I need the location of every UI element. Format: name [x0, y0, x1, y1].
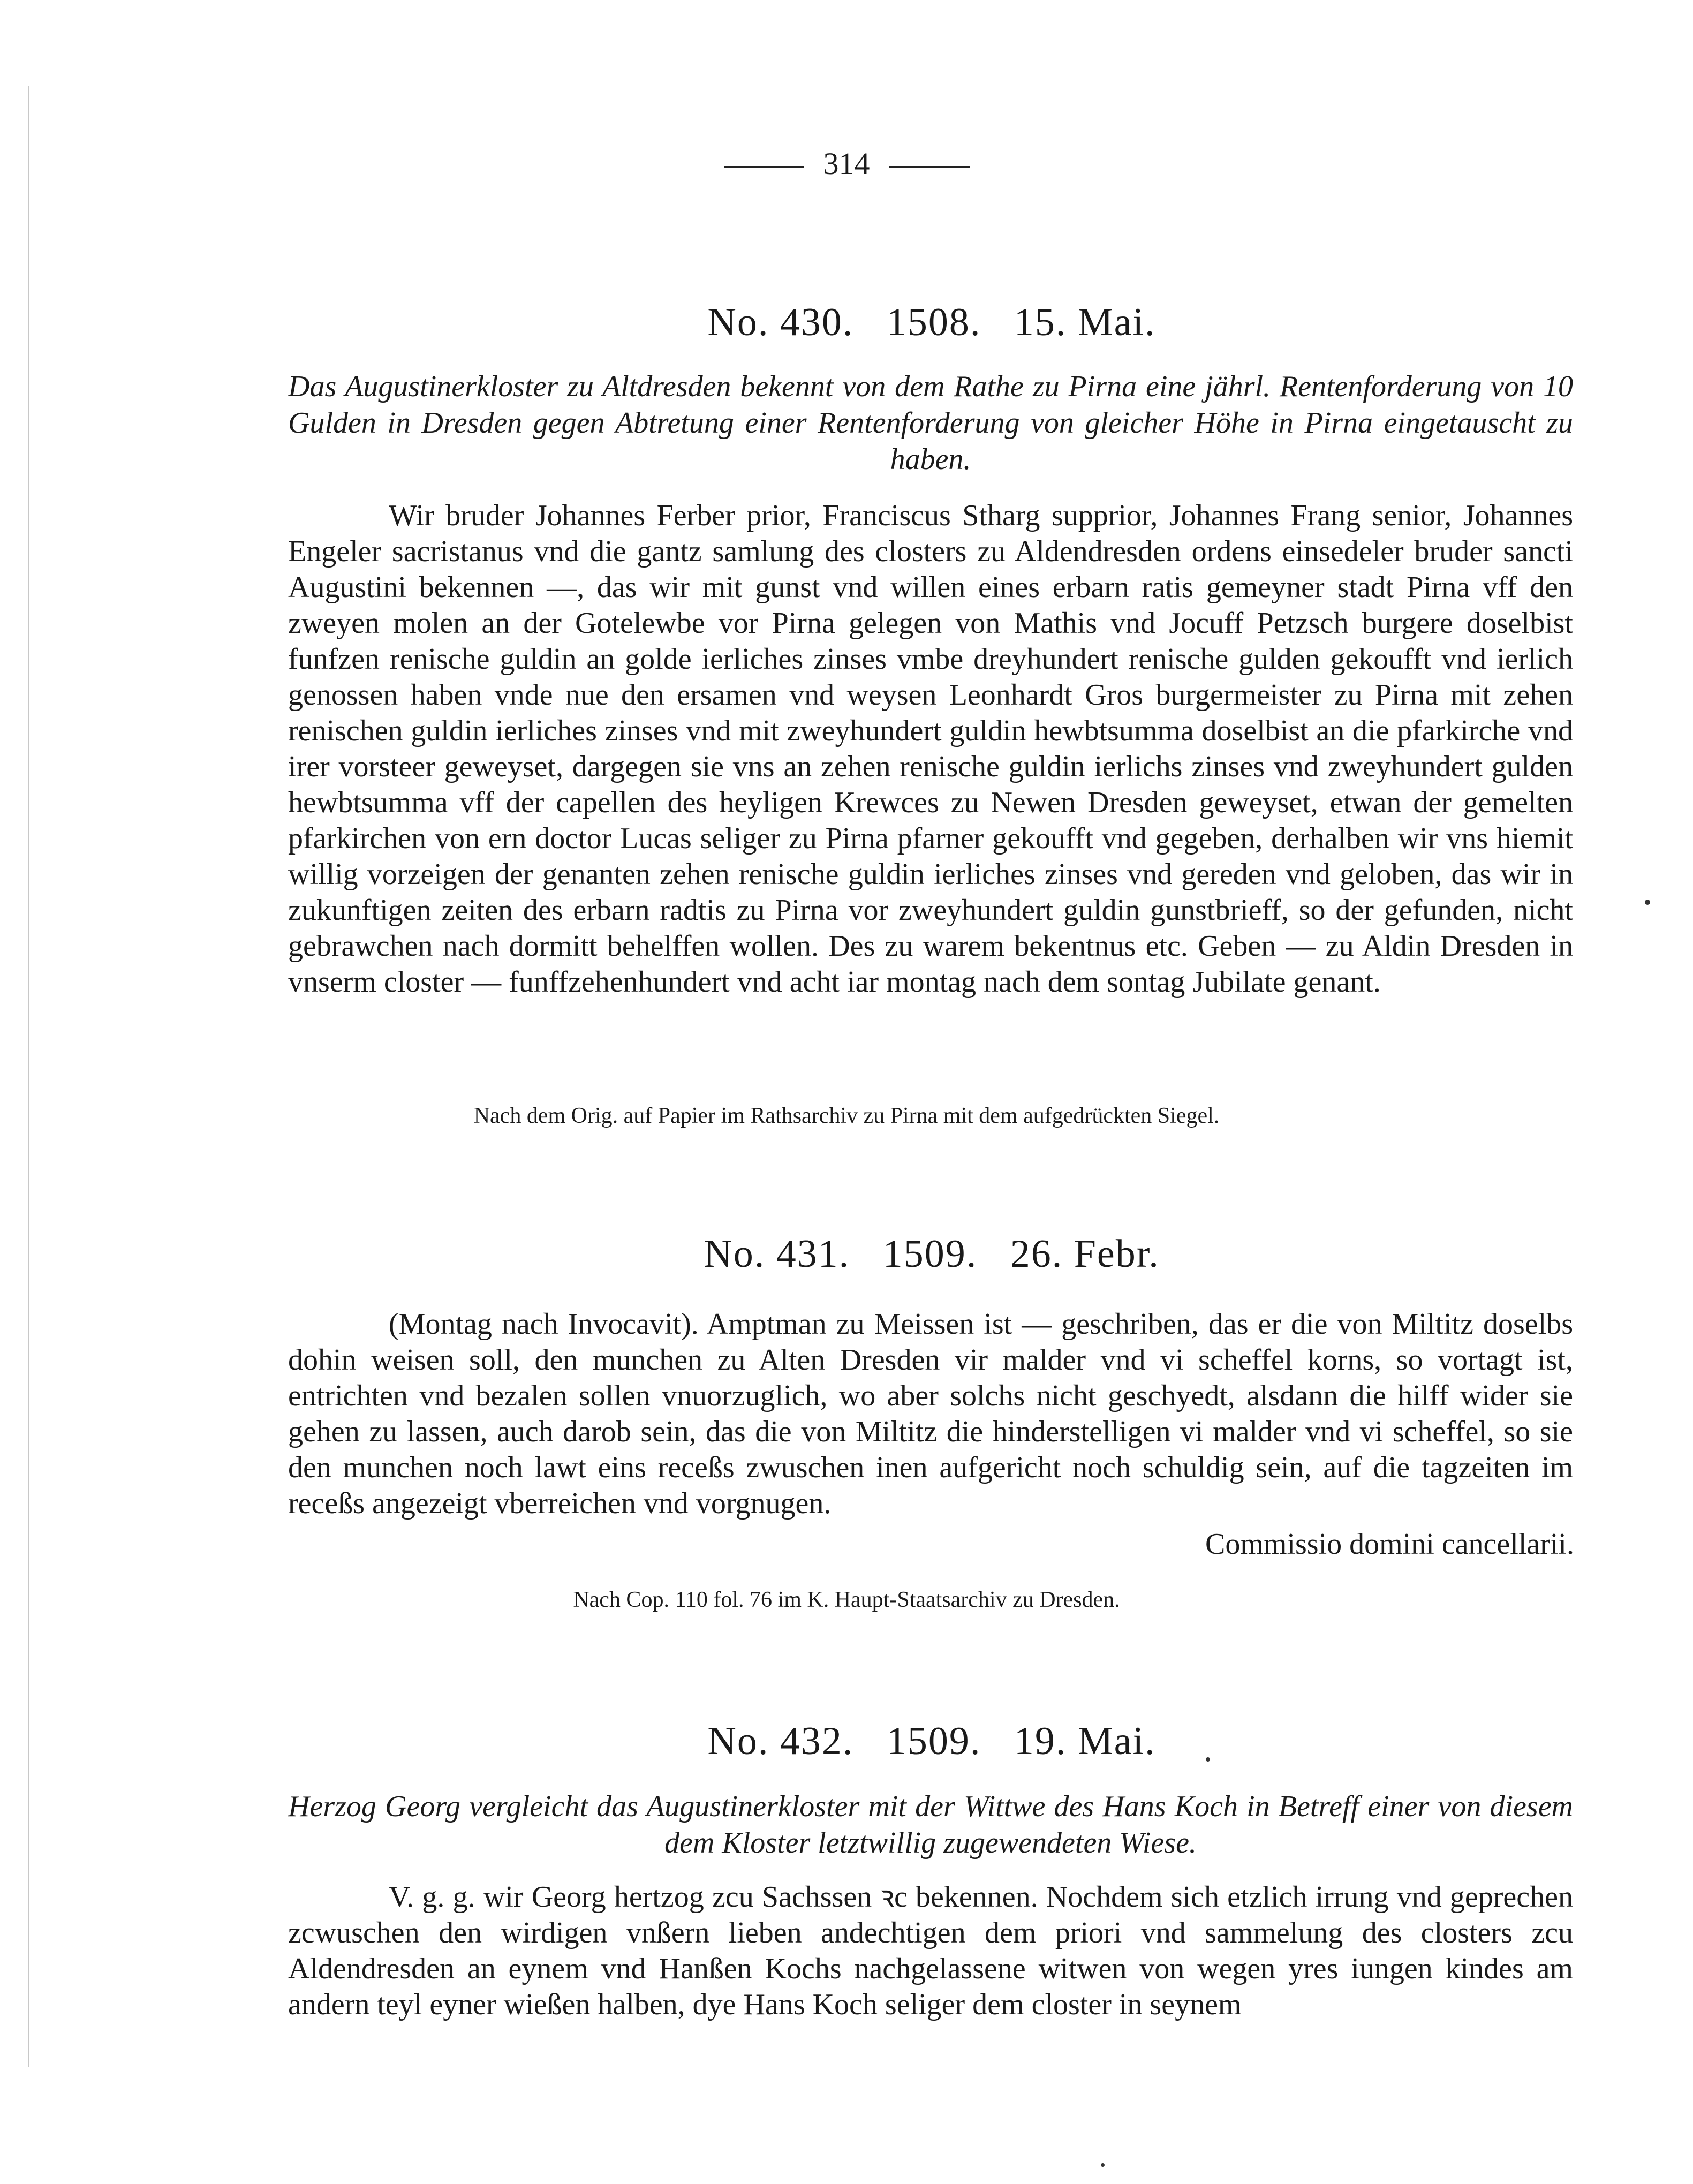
document-text-430: Wir bruder Johannes Ferber prior, Franciscus Stharg supprior, Johannes Frang senior, Johannes Engeler sacristanus vnd die gantz samlung des closters zu Aldendresden ordens einsedeler bruder sancti Augustini bekennen —, das wir mit gunst vnd willen eines erbarn ratis gemeyner stadt Pirna vff den zweyen molen an der Gotelewbe vor Pirna gelegen von Mathis vnd Jocuff Petzsch burgere doselbist funfzen renische guldin an golde ierliches zinses vmbe dreyhundert renische gulden gekoufft vnd ierlich genossen haben vnde nue den ersamen vnd weysen Leonhardt Gros burgermeister zu Pirna mit zehen renischen guldin ierliches zinses vnd mit zweyhundert guldin hewbtsumma doselbist an die pfarkirche vnd irer vorsteer geweyset, dargegen sie vns an zehen renische guldin ierlichs zinses vnd zweyhundert gulden hewbtsumma vff der capellen des heyligen Krewces zu Newen Dresden geweyset, etwan der gemelten pfarkirchen von ern doctor Lucas seliger zu Pirna pfarner gekoufft vnd gegeben, derhalben wir vns hiemit willig vorzeigen der genanten zehen renische guldin ierliches zinses vnd gereden vnd geloben, das wir in zukunftigen zeiten des erbarn radtis zu Pirna vor zweyhundert guldin gunstbrieff, so der gefunden, nicht gebrawchen nach dormitt behelffen wollen. Des zu warem bekentnus etc. Geben — zu Aldin Dresden in vnserm closter — funffzehenhundert vnd acht iar montag nach dem sontag Jubilate genant. — [288, 499, 1573, 999]
document-heading-432: No. 432. 1509. 19. Mai. — [707, 1719, 1156, 1763]
ink-speck — [1206, 1757, 1210, 1762]
folio-dash-right — [889, 166, 970, 168]
document-source-431: Nach Cop. 110 fol. 76 im K. Haupt-Staatsarchiv zu Dresden. — [573, 1588, 1120, 1612]
scan-edge-mark — [28, 86, 29, 2067]
ink-speck — [1645, 900, 1650, 905]
document-regest-430: Das Augustinerkloster zu Altdresden bekennt von dem Rathe zu Pirna eine jährl. Rentenforderung von 10 Gulden in Dresden gegen Abtretung einer Rentenforderung von gleicher Höhe in Pirna eingetauscht zu haben. — [288, 370, 1573, 476]
document-heading-430: No. 430. 1508. 15. Mai. — [707, 300, 1156, 344]
document-heading-431: No. 431. 1509. 26. Febr. — [704, 1232, 1160, 1276]
page-number — [0, 146, 1693, 182]
document-text-432: V. g. g. wir Georg hertzog zcu Sachssen ꝛc bekennen. Nochdem sich etzlich irrung vnd geprechen zcwuschen den wirdigen vnßern lieben andechtigen dem priori vnd sammelung des closters zcu Aldendresden an eynem vnd Hanßen Kochs nachgelassene witwen von wegen yres iungen kindes am andern teyl eyner wießen halben, dye Hans Koch seliger dem closter in seynem — [288, 1880, 1573, 2021]
ink-speck — [1101, 2163, 1105, 2167]
document-regest-432: Herzog Georg vergleicht das Augustinerkloster mit der Wittwe des Hans Koch in Betreff einer von diesem dem Kloster letztwillig zugewendeten Wiese. — [288, 1790, 1573, 1860]
document-signature-431: Commissio domini cancellarii. — [1205, 1528, 1574, 1561]
folio-dash-left — [724, 166, 804, 168]
page-number-text: 314 — [823, 146, 870, 181]
document-source-430: Nach dem Orig. auf Papier im Rathsarchiv zu Pirna mit dem aufgedrückten Siegel. — [473, 1104, 1220, 1128]
document-text-431: (Montag nach Invocavit). Amptman zu Meissen ist — geschriben, das er die von Miltitz doselbs dohin weisen soll, den munchen zu Alten Dresden vir malder vnd vi scheffel korns, so vortagt ist, entrichten vnd bezalen sollen vnuorzuglich, wo aber solchs nicht geschyedt, alsdann die hilff wider sie gehen zu lassen, auch darob sein, das die von Miltitz die hinderstelligen vi malder vnd vi scheffel, so sie den munchen noch lawt eins receßs zwuschen inen aufgericht noch schuldig sein, auf die tagzeiten im receßs angezeigt vberreichen vnd vorgnugen. — [288, 1308, 1573, 1520]
